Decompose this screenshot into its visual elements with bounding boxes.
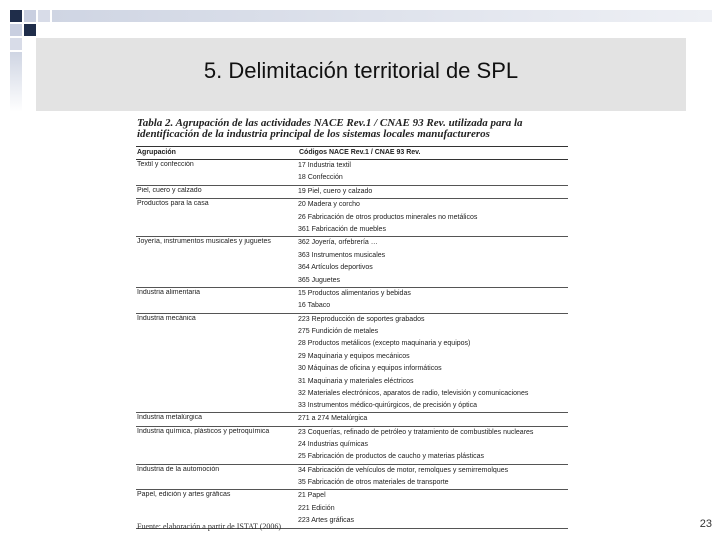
group-label: Industria de la automoción bbox=[137, 465, 220, 473]
table-row bbox=[136, 413, 568, 426]
table-row bbox=[136, 199, 568, 237]
activity-code: 32 Materiales electrónicos, aparatos de radio, televisión y comunicaciones bbox=[298, 390, 529, 398]
activity-code: 35 Fabricación de otros materiales de transporte bbox=[298, 478, 449, 486]
table-caption: Tabla 2. Agrupación de las actividades NACE Rev.1 / CNAE 93 Rev. utilizada para la identificación de la industria principal de los sistemas locales manufactureros bbox=[137, 117, 523, 140]
table-row bbox=[136, 314, 568, 414]
activity-code: 271 a 274 Metalúrgica bbox=[298, 415, 368, 423]
table-row bbox=[136, 237, 568, 288]
activity-code: 26 Fabricación de otros productos minerales no metálicos bbox=[298, 213, 478, 221]
group-label: Industria mecánica bbox=[137, 314, 196, 322]
group-label: Industria metalúrgica bbox=[137, 414, 202, 422]
decor-square bbox=[24, 24, 36, 36]
activity-code: 34 Fabricación de vehículos de motor, remolques y semirremolques bbox=[298, 466, 509, 474]
industry-table bbox=[136, 146, 568, 529]
table-header bbox=[136, 146, 568, 160]
decor-strip bbox=[52, 10, 712, 22]
table-row bbox=[136, 465, 568, 491]
activity-code: 362 Joyería, orfebrería … bbox=[298, 239, 378, 247]
slide-title: 5. Delimitación territorial de SPL bbox=[203, 58, 519, 83]
activity-code: 364 Artículos deportivos bbox=[298, 264, 373, 272]
page-number: 23 bbox=[699, 518, 712, 530]
activity-code: 30 Máquinas de oficina y equipos informáticos bbox=[298, 365, 442, 373]
table-row bbox=[136, 186, 568, 199]
group-label: Piel, cuero y calzado bbox=[137, 186, 202, 194]
activity-code: 16 Tabaco bbox=[298, 302, 331, 310]
decor-square bbox=[24, 10, 36, 22]
decor-square bbox=[10, 10, 22, 22]
activity-code: 23 Coquerías, refinado de petróleo y tratamiento de combustibles nucleares bbox=[298, 428, 534, 436]
table-source: Fuente: elaboración a partir de ISTAT (2006) bbox=[137, 522, 282, 531]
decor-square bbox=[38, 10, 50, 22]
activity-code: 363 Instrumentos musicales bbox=[298, 251, 386, 259]
activity-code: 18 Confección bbox=[298, 174, 343, 182]
activity-code: 223 Artes gráficas bbox=[298, 517, 355, 525]
activity-code: 221 Edición bbox=[298, 504, 335, 512]
activity-code: 25 Fabricación de productos de caucho y materias plásticas bbox=[298, 453, 484, 461]
activity-code: 19 Piel, cuero y calzado bbox=[298, 187, 373, 195]
table-row bbox=[136, 427, 568, 465]
activity-code: 29 Maquinaria y equipos mecánicos bbox=[298, 352, 410, 360]
header-group: Agrupación bbox=[137, 149, 176, 156]
decor-square bbox=[10, 24, 22, 36]
table-body bbox=[136, 160, 568, 529]
group-label: Industria alimentaria bbox=[137, 288, 201, 296]
header-codes: Códigos NACE Rev.1 / CNAE 93 Rev. bbox=[299, 149, 421, 156]
group-label: Industria química, plásticos y petroquímica bbox=[137, 427, 270, 435]
activity-code: 28 Productos metálicos (excepto maquinaria y equipos) bbox=[298, 340, 471, 348]
activity-code: 361 Fabricación de muebles bbox=[298, 225, 386, 233]
activity-code: 15 Productos alimentarios y bebidas bbox=[298, 289, 411, 297]
activity-code: 365 Juguetes bbox=[298, 276, 341, 284]
activity-code: 275 Fundición de metales bbox=[298, 328, 379, 336]
activity-code: 223 Reproducción de soportes grabados bbox=[298, 315, 425, 323]
activity-code: 24 Industrias químicas bbox=[298, 440, 369, 448]
activity-code: 31 Maquinaria y materiales eléctricos bbox=[298, 377, 414, 385]
group-label: Textil y confección bbox=[137, 161, 194, 168]
decor-strip bbox=[10, 52, 22, 112]
table-row bbox=[136, 288, 568, 314]
table-row bbox=[136, 160, 568, 186]
decor-square bbox=[10, 38, 22, 50]
activity-code: 20 Madera y corcho bbox=[298, 201, 360, 209]
group-label: Productos para la casa bbox=[137, 200, 209, 208]
activity-code: 33 Instrumentos médico-quirúrgicos, de precisión y óptica bbox=[298, 402, 477, 410]
activity-code: 17 Industria textil bbox=[298, 162, 351, 169]
group-label: Papel, edición y artes gráficas bbox=[137, 491, 231, 499]
activity-code: 21 Papel bbox=[298, 492, 326, 500]
group-label: Joyería, instrumentos musicales y juguetes bbox=[137, 238, 271, 246]
